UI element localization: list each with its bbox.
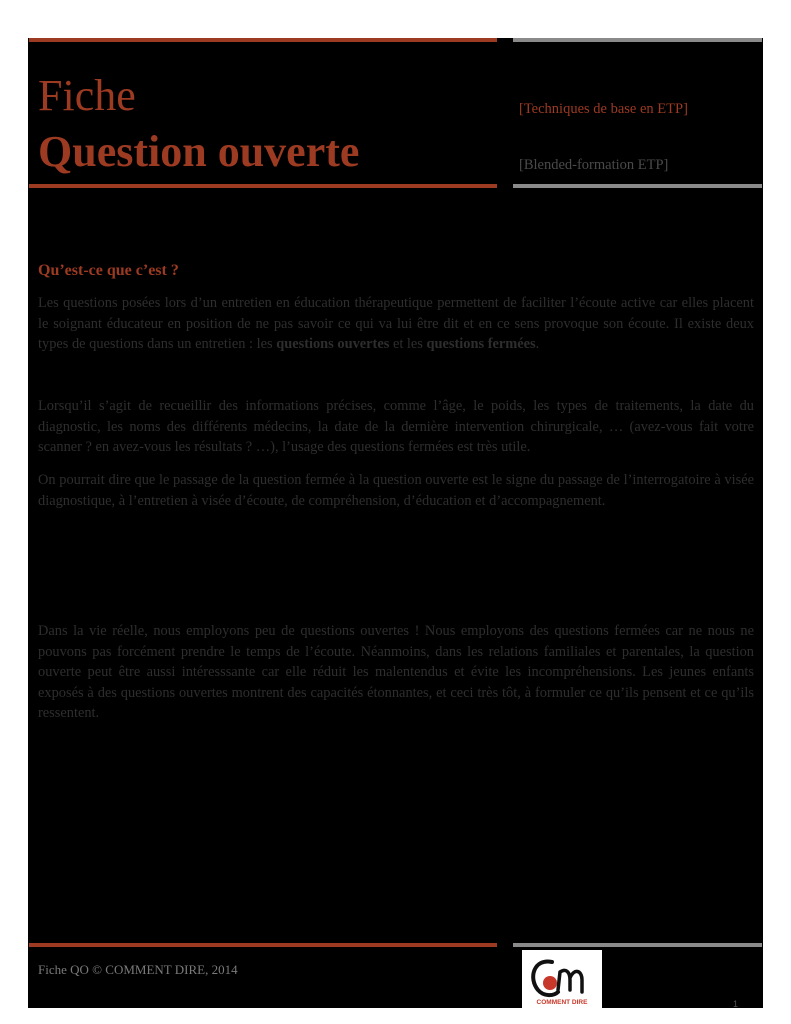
paragraph-4: Dans la vie réelle, nous employons peu de questions ouvertes ! Nous employons des questions fermées car ne nous ne pouvons pas forcément prendre le temps de l’écoute. Néanmoins, dans les relations familiales et parentales, la question ouverte peut être aussi intéresssante car elle réduit les malentendus et évite les incompréhensions. Les jeunes enfants exposés à des questions ouvertes montrent des capacités étonnantes, et ceci très tôt, à formuler ce qu’ils pensent et ce qu’ils ressentent. [38, 623, 754, 722]
section-heading: Qu’est-ce que c’est ? [38, 262, 179, 279]
paragraph-2: Lorsqu’il s’agit de recueillir des informations précises, comme l’âge, le poids, les types de traitements, la date du diagnostic, les noms des différents médecins, la date de la dernière intervention chirurgicale, … (avez-vous fait votre scanner ? en avez-vous les résultats ? …), l’usage des questions fermées est très utile. [38, 398, 754, 456]
header-bottom-rule-gray [513, 184, 762, 188]
page-number: 1 [733, 999, 739, 1009]
header-top-rule-gray [513, 38, 762, 42]
paragraph-1: Les questions posées lors d’un entretien en éducation thérapeutique permettent de faciliter l’écoute active car elles placent le soignant éducateur en position de ne pas savoir ce qui va lui être dit et en ce sens provoque son écoute. Il existe deux types de questions dans un entretien : les questions ouvertes et les questions fermées. [38, 295, 754, 353]
footer-copyright: Fiche QO © COMMENT DIRE, 2014 [38, 962, 238, 977]
paragraph-3: On pourrait dire que le passage de la question fermée à la question ouverte est le signe du passage de l’interrogatoire à visée diagnostique, à l’entretien à visée d’écoute, de compréhension, d’éducation et d’accompagnement. [38, 472, 754, 509]
comment-dire-logo-icon [522, 950, 602, 1008]
bold-term-closed-questions: questions fermées [426, 336, 536, 353]
footer-rule-red [29, 943, 497, 947]
program-tag: [Blended-formation ETP] [519, 157, 669, 173]
bold-term-open-questions: questions ouvertes [276, 336, 390, 353]
page-title-line2: Question ouverte [38, 127, 360, 176]
header-top-rule-red [29, 38, 497, 42]
header-bottom-rule-red [29, 184, 497, 188]
category-tag: [Techniques de base en ETP] [519, 101, 688, 117]
logo-text: COMMENT DIRE [536, 999, 588, 1006]
footer-rule-gray [513, 943, 762, 947]
page-title-line1: Fiche [38, 71, 136, 120]
